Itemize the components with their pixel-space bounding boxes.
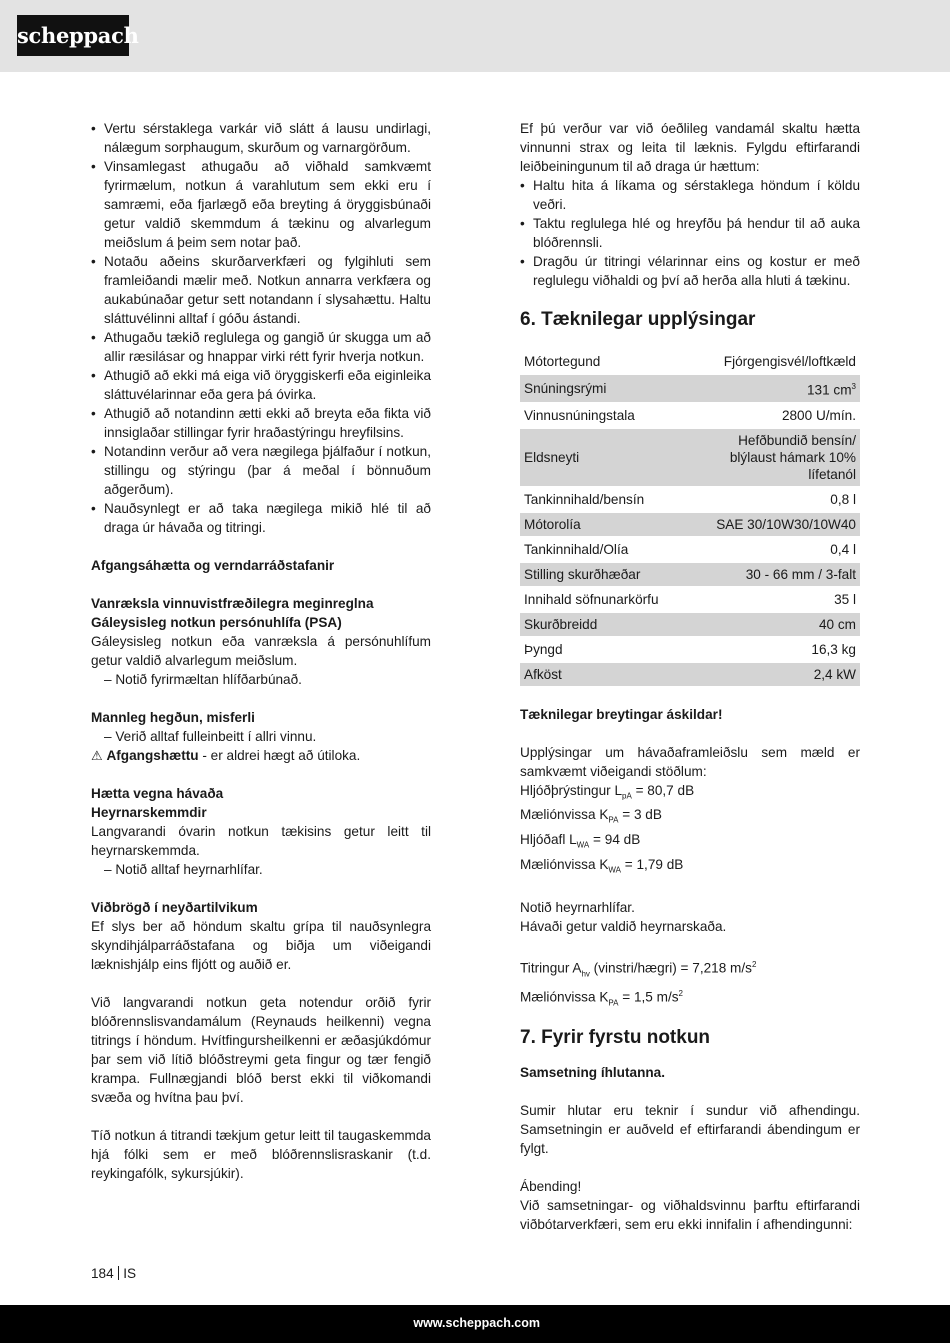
raynaud-paragraph: Við langvarandi notkun geta notendur orðið fyrir blóðrennslisvandamálum (Reynauds heilkenni) vegna titrings í höndum. Hvítfingursheilkenni er æðasjúkdómur þar sem við lítið blóðstreymi geta fingur og tær fengið krampa. Fullnægjandi blóð berst ekki til viðkomandi svæða og hvítna þau því. — [91, 995, 431, 1105]
vibration-label: Titringur A — [520, 960, 582, 976]
uncertainty-amount: = 1,5 m/s — [618, 989, 679, 1005]
list-item: • Notandinn verður að vera nægilega þjálfaður í notkun, stillingu og stýringu (þar á meðal í bönnuðum aðgerðum). — [91, 442, 431, 499]
uncertainty-label: Mæliónvissa K — [520, 989, 609, 1005]
noise-post: = 3 dB — [618, 807, 662, 823]
list-item: • Vinsamlegast athugaðu að viðhald samkvæmt fyrirmælum, notkun á varahlutum sem ekki eru í samræmi, eða fjarlægð eða breyting á öryggisbúnaði getur valdið skemmdum á tækinu og alvarlegum meiðslum á þeim sem notar það. — [91, 157, 431, 252]
noise-paragraph: Langvarandi óvarin notkun tækisins getur leitt til heyrnarskemmda. — [91, 824, 431, 858]
left-column — [91, 119, 431, 1183]
list-item: • Taktu reglulega hlé og hreyfðu þá hendur til að auka blóðrennsli. — [520, 214, 860, 252]
spec-value — [706, 662, 860, 687]
spec-value — [706, 350, 860, 374]
page-number-value: 184 — [91, 1266, 114, 1281]
vibration-value — [520, 955, 860, 983]
spec-value-text: 40 cm — [818, 616, 856, 632]
table-row — [520, 637, 860, 662]
table-row — [520, 403, 860, 428]
hearing-damage-note: Hávaði getur valdið heyrnarskaða. — [520, 919, 727, 935]
assembly-paragraph: Sumir hlutar eru teknir í sundur við afhendingu. Samsetningin er auðveld ef eftirfarandi ábendingum er fylgt. — [520, 1102, 860, 1156]
table-row — [520, 587, 860, 612]
emergency-heading: Viðbrögð í neyðartilvikum — [91, 900, 258, 915]
spec-value — [706, 374, 860, 403]
uncertainty-sub: PA — [608, 997, 619, 1007]
spec-value-sup: 3 — [851, 382, 856, 391]
tools-paragraph: Við samsetningar- og viðhaldsvinnu þarftu eftirfarandi viðbótarverkfæri, sem eru ekki innifalin í afhendingunni: — [520, 1197, 860, 1232]
uncertainty-sup: 2 — [678, 988, 683, 998]
noise-sub: WA — [608, 865, 621, 875]
noise-instruction: – Notið alltaf heyrnarhlífar. — [104, 862, 263, 877]
table-row — [520, 662, 860, 687]
noise-sub: WA — [576, 840, 590, 850]
intro-paragraph: Ef þú verður var við óeðlileg vandamál skaltu hætta vinnunni strax og leita til læknis. Fylgdu eftirfarandi leiðbeiningunum til að draga úr hættum: — [520, 121, 860, 174]
noise-pre: Mæliónvissa K — [520, 856, 609, 872]
vibration-uncertainty — [520, 984, 860, 1012]
residual-risk-heading: Afgangsáhætta og verndarráðstafanir — [91, 558, 335, 573]
spec-value — [706, 487, 860, 512]
noise-intro-paragraph: Upplýsingar um hávaðaframleiðslu sem mæld er samkvæmt viðeigandi stöðlum: — [520, 744, 860, 779]
section-7-heading: 7. Fyrir fyrstu notkun — [520, 1026, 711, 1048]
right-column — [520, 119, 860, 1234]
table-row — [520, 562, 860, 587]
list-item: • Athugið að ekki má eiga við öryggiskerfi eða eiginleika sláttuvélarinnar eða gera þá óvirka. — [91, 366, 431, 404]
spec-label: Mótortegund — [520, 350, 706, 374]
spec-label: Stilling skurðhæðar — [520, 562, 706, 587]
spec-value — [706, 562, 860, 587]
spec-value-text: 131 cm — [806, 382, 852, 398]
spec-value-text: 35 l — [834, 591, 856, 607]
assembly-heading: Samsetning íhlutanna. — [520, 1064, 666, 1080]
behaviour-heading: Mannleg hegðun, misferli — [91, 710, 255, 725]
spec-value-text: 0,8 l — [830, 491, 856, 507]
noise-values — [520, 781, 860, 880]
spec-value — [706, 537, 860, 562]
noise-pre: Hljóðafl L — [520, 831, 577, 847]
spec-label: Skurðbreidd — [520, 612, 706, 637]
warning-triangle-icon: ⚠ — [91, 748, 103, 763]
noise-heading: Hætta vegna hávaða — [91, 786, 224, 801]
noise-pre: Mæliónvissa K — [520, 807, 609, 823]
spec-label: Tankinnihald/Olía — [520, 537, 706, 562]
noise-post: = 94 dB — [589, 831, 641, 847]
hearing-protection-note: Notið heyrnarhlífar. — [520, 900, 635, 916]
hearing-damage-heading: Heyrnarskemmdir — [91, 805, 207, 820]
table-row — [520, 428, 860, 487]
list-item: • Athugaðu tækið reglulega og gangið úr skugga um að allir ræsilásar og hnappar virki rétt fyrir hverja notkun. — [91, 328, 431, 366]
warning-text: - er aldrei hægt að útiloka. — [198, 748, 361, 763]
vibration-sup: 2 — [751, 960, 757, 970]
spec-value-text: 2,4 kW — [813, 666, 856, 682]
noise-post: = 1,79 dB — [620, 856, 684, 872]
spec-label: Innihald söfnunarkörfu — [520, 587, 706, 612]
tip-label: Ábending! — [520, 1178, 582, 1194]
spec-value — [706, 403, 860, 428]
page-number — [91, 1266, 136, 1281]
website-link[interactable]: www.scheppach.com — [413, 1316, 540, 1330]
spec-label: Snúningsrými — [520, 374, 706, 403]
spec-value-text: 16,3 kg — [811, 641, 856, 657]
table-row — [520, 374, 860, 403]
spec-label: Tankinnihald/bensín — [520, 487, 706, 512]
warning-bold: Afgangshættu — [106, 748, 199, 763]
spec-label: Vinnusnúningstala — [520, 403, 706, 428]
noise-sub: PA — [608, 815, 619, 825]
page-footer — [0, 1305, 950, 1343]
noise-value — [520, 781, 860, 806]
spec-value — [706, 428, 860, 487]
spec-value — [706, 512, 860, 537]
noise-value — [520, 855, 860, 880]
scheppach-logo: scheppach — [17, 15, 129, 56]
nerve-damage-paragraph: Tíð notkun á titrandi tækjum getur leitt til taugaskemmda hjá fólki sem er með blóðrennslisraskanir (t.d. reykingafólk, sykursjúkir). — [91, 1128, 431, 1181]
table-row — [520, 350, 860, 374]
table-row — [520, 537, 860, 562]
noise-post: = 80,7 dB — [631, 782, 695, 798]
language-code: IS — [123, 1266, 137, 1281]
spec-label: Mótorolía — [520, 512, 706, 537]
spec-value-text: Hefðbundið bensín/ blýlaust hámark 10% lífetanól — [729, 432, 856, 482]
spec-value — [706, 637, 860, 662]
safety-bullet-list — [91, 119, 431, 537]
list-item: • Haltu hita á líkama og sérstaklega höndum í köldu veðri. — [520, 176, 860, 214]
spec-value-text: 30 - 66 mm / 3-falt — [745, 566, 856, 582]
changes-reserved-note: Tæknilegar breytingar áskildar! — [520, 706, 723, 722]
spec-value-text: Fjórgengisvél/loftkæld — [723, 354, 856, 369]
spec-value — [706, 587, 860, 612]
spec-value-text: 0,4 l — [830, 541, 856, 557]
ppe-heading: Gáleysisleg notkun persónuhlífa (PSA) — [91, 615, 342, 630]
emergency-paragraph: Ef slys ber að höndum skaltu grípa til nauðsynlegra skyndihjálparráðstafana og biðja um viðeigandi læknishjálp eins fljótt og auðið er. — [91, 919, 431, 972]
table-row — [520, 512, 860, 537]
noise-value — [520, 805, 860, 830]
ergonomics-heading: Vanræksla vinnuvistfræðilegra meginreglna — [91, 596, 374, 611]
noise-value — [520, 830, 860, 855]
list-item: • Dragðu úr titringi vélarinnar eins og kostur er með reglulegu viðhaldi og því að herða alla hluti á tækinu. — [520, 252, 860, 290]
vibration-sub: hv — [581, 969, 590, 979]
ppe-paragraph: Gáleysisleg notkun eða vanræksla á persónuhlífum getur valdið alvarlegum meiðslum. — [91, 634, 431, 668]
noise-pre: Hljóðþrýstingur L — [520, 782, 622, 798]
spec-value — [706, 612, 860, 637]
list-item: • Athugið að notandinn ætti ekki að breyta eða fikta við innsiglaðar stillingar fyrir hraðastýringu hreyfilsins. — [91, 404, 431, 442]
list-item: • Notaðu aðeins skurðarverkfæri og fylgihluti sem framleiðandi mælir með. Notkun annarra verkfæra og aukabúnaðar getur sett notandann í slysahættu. Haltu sláttuvélinni alltaf í góðu ástandi. — [91, 252, 431, 328]
ppe-instruction: – Notið fyrirmæltan hlífðarbúnað. — [104, 672, 302, 687]
table-row — [520, 487, 860, 512]
separator — [118, 1266, 120, 1280]
spec-value-text: 2800 U/mín. — [781, 407, 856, 423]
vibration-amount: (vinstri/hægri) = 7,218 m/s — [589, 960, 752, 976]
spec-label: Eldsneyti — [520, 428, 706, 487]
residual-warning — [91, 746, 431, 765]
section-6-heading: 6. Tæknilegar upplýsingar — [520, 309, 756, 330]
list-item: • Vertu sérstaklega varkár við slátt á lausu undirlagi, nálægum sorphaugum, skurðum og varnargörðum. — [91, 119, 431, 157]
technical-data-table — [520, 350, 860, 688]
page-header — [0, 0, 950, 72]
noise-sub: pA — [622, 791, 632, 801]
spec-label: Afköst — [520, 662, 706, 687]
vibration-bullet-list — [520, 176, 860, 290]
list-item: • Nauðsynlegt er að taka nægilega mikið hlé til að draga úr hávaða og titringi. — [91, 499, 431, 537]
behaviour-instruction: – Verið alltaf fulleinbeitt í allri vinnu. — [104, 729, 317, 744]
spec-label: Þyngd — [520, 637, 706, 662]
table-row — [520, 612, 860, 637]
spec-value-text: SAE 30/10W30/10W40 — [716, 516, 856, 532]
